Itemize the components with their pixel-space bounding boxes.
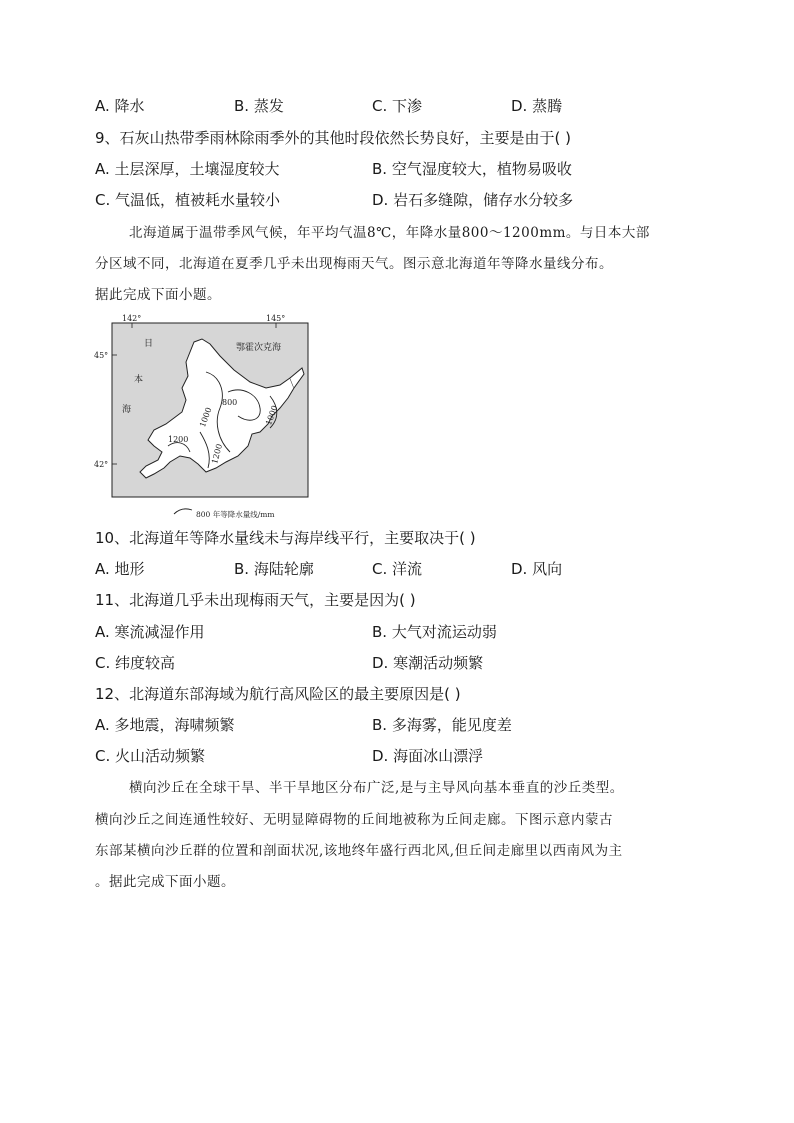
q12-option-b: B. 多海雾，能见度差 — [372, 716, 512, 734]
q12-stem: 12、北海道东部海域为航行高风险区的最主要原因是( ) — [95, 685, 461, 703]
map-legend: 800 年等降水量线/mm — [196, 510, 275, 519]
isohyet-label-1200-west: 1200 — [168, 435, 189, 444]
q9-option-c: C. 气温低，植被耗水量较小 — [95, 191, 281, 209]
passage1-line3: 据此完成下面小题。 — [95, 287, 221, 303]
q11-option-a: A. 寒流减湿作用 — [95, 623, 205, 641]
q12-option-a: A. 多地震，海啸频繁 — [95, 716, 235, 734]
q11-option-d: D. 寒潮活动频繁 — [372, 654, 484, 672]
q9-stem: 9、石灰山热带季雨林除雨季外的其他时段依然长势良好，主要是由于( ) — [95, 129, 572, 147]
isohyet-label-800: 800 — [222, 398, 238, 407]
passage2-line1: 横向沙丘在全球干旱、半干旱地区分布广泛,是与主导风向基本垂直的沙丘类型。 — [129, 780, 624, 796]
q8-option-a: A. 降水 — [95, 97, 145, 115]
q9-option-b: B. 空气湿度较大，植物易吸收 — [372, 160, 572, 178]
q10-option-a: A. 地形 — [95, 560, 145, 578]
passage2-line2: 横向沙丘之间连通性较好、无明显障碍物的丘间地被称为丘间走廊。下图示意内蒙古 — [95, 812, 613, 828]
isohyet-label-1000-east: 1000 — [264, 404, 280, 427]
q11-option-b: B. 大气对流运动弱 — [372, 623, 497, 641]
q8-option-b: B. 蒸发 — [234, 97, 284, 115]
q12-option-d: D. 海面冰山漂浮 — [372, 747, 484, 765]
q12-option-c: C. 火山活动频繁 — [95, 747, 206, 765]
sea-label-japan-3: 海 — [122, 405, 132, 415]
passage1-line2: 分区域不同，北海道在夏季几乎未出现梅雨天气。图示意北海道年等降水量线分布。 — [95, 256, 613, 272]
sea-label-okhotsk: 鄂霍次克海 — [236, 343, 282, 353]
q9-option-d: D. 岩石多缝隙，储存水分较多 — [372, 191, 574, 209]
sea-label-japan-1: 日 — [144, 339, 154, 349]
q11-option-c: C. 纬度较高 — [95, 654, 176, 672]
lat-label-bottom: 42° — [94, 460, 109, 469]
q11-stem: 11、北海道几乎未出现梅雨天气，主要是因为( ) — [95, 591, 416, 609]
q9-option-a: A. 土层深厚，土壤湿度较大 — [95, 160, 280, 178]
sea-label-japan-2: 本 — [134, 375, 144, 385]
q10-option-d: D. 风向 — [511, 560, 563, 578]
lon-label-left: 142° — [122, 314, 142, 323]
q8-option-c: C. 下渗 — [372, 97, 423, 115]
isohyet-label-1200-center: 1200 — [210, 442, 225, 465]
hokkaido-precipitation-map — [94, 312, 320, 522]
isohyet-label-1000-west: 1000 — [198, 406, 214, 429]
passage2-line4: 。据此完成下面小题。 — [95, 874, 235, 890]
passage2-line3: 东部某横向沙丘群的位置和剖面状况,该地终年盛行西北风,但丘间走廊里以西南风为主 — [95, 843, 623, 859]
lat-label-top: 45° — [94, 351, 109, 360]
q10-stem: 10、北海道年等降水量线未与海岸线平行，主要取决于( ) — [95, 529, 476, 547]
q8-option-d: D. 蒸腾 — [511, 97, 563, 115]
passage1-line1: 北海道属于温带季风气候，年平均气温8℃，年降水量800～1200mm。与日本大部 — [129, 225, 650, 241]
q10-option-c: C. 洋流 — [372, 560, 423, 578]
q10-option-b: B. 海陆轮廓 — [234, 560, 314, 578]
lon-label-right: 145° — [266, 314, 286, 323]
legend-line-icon — [174, 509, 192, 514]
